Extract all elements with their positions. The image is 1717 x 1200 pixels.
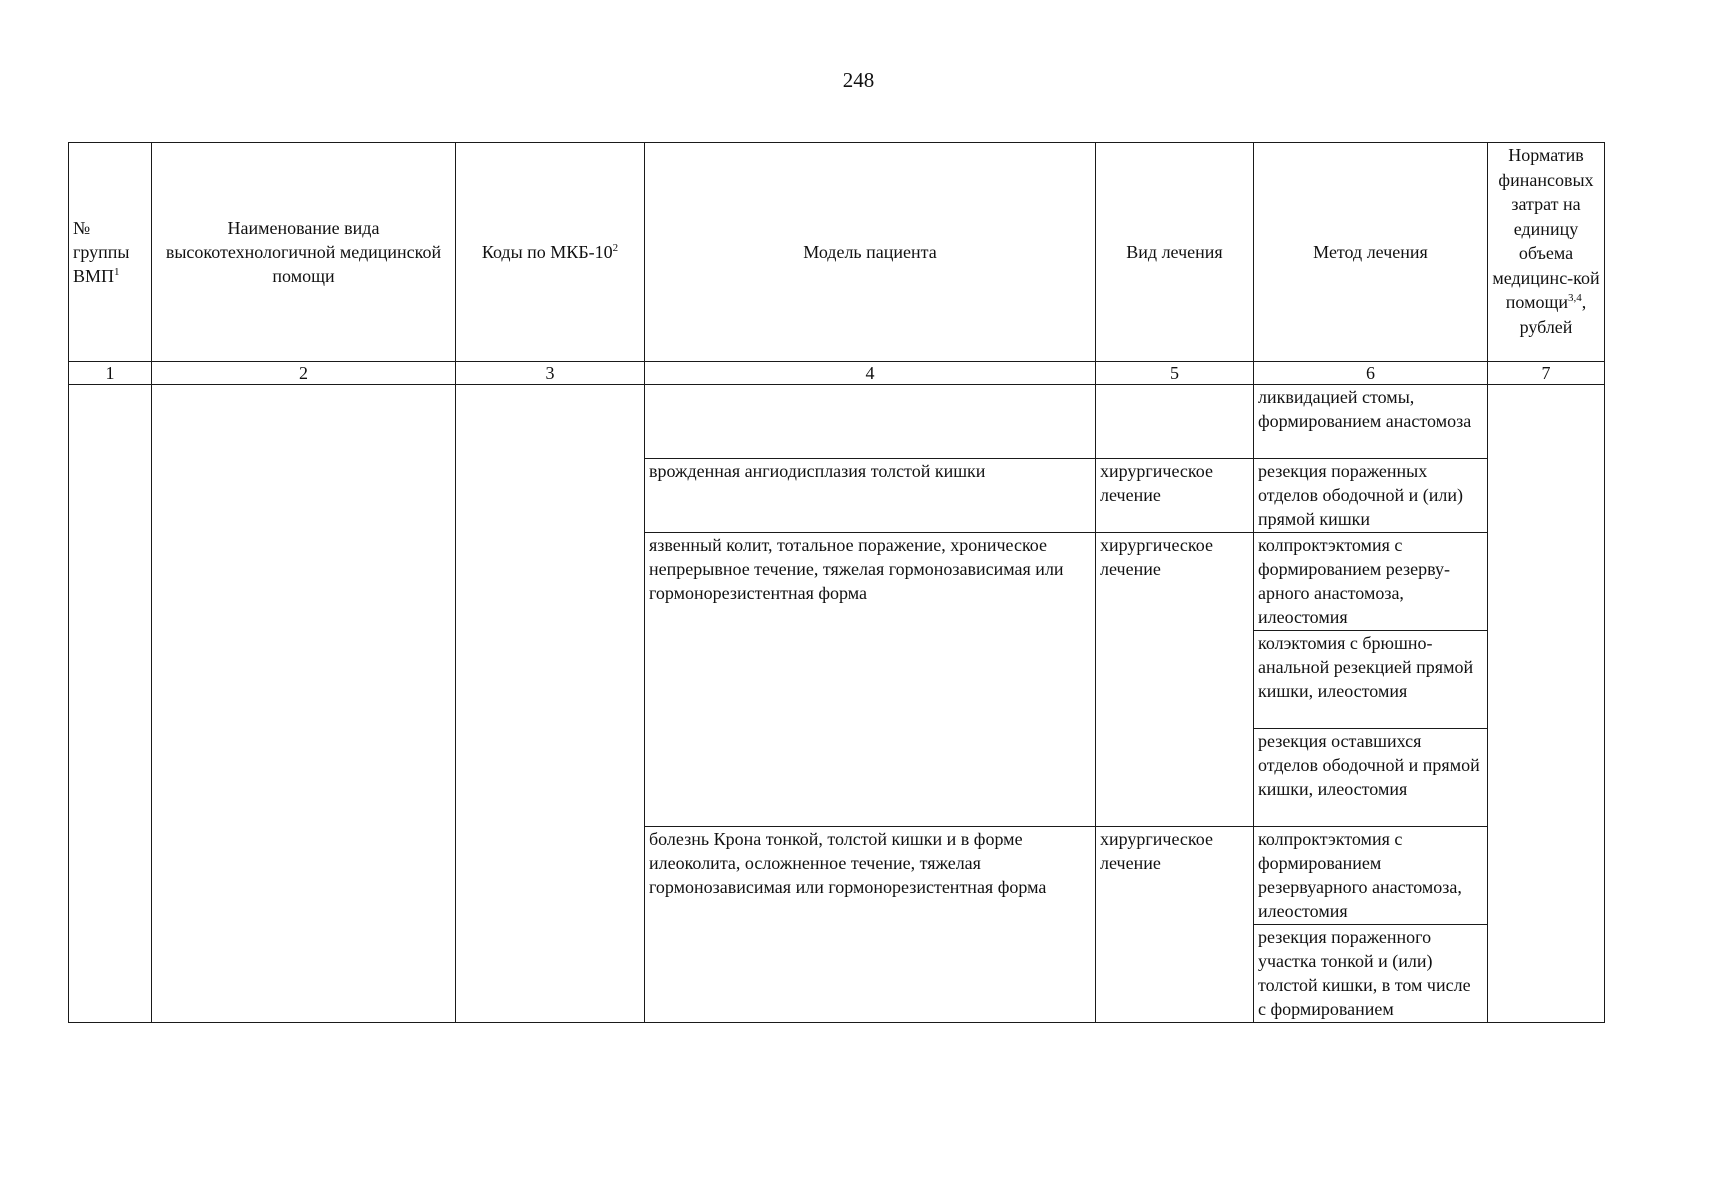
column-number-row [69, 362, 1605, 385]
treatment-method-cell: резекция пораженных отделов ободочной и (или) прямой кишки [1254, 459, 1488, 533]
cost-norm-cell [1488, 385, 1605, 1023]
group-number-cell [69, 385, 152, 1023]
header-cost-norm: Норматив финансовых затрат на единицу объема медицинс-кой помощи$^{3,4}$, рублей [1488, 143, 1605, 362]
vmp-table [68, 142, 1605, 1023]
column-number: 2 [152, 362, 456, 385]
patient-model-cell: язвенный колит, тотальное поражение, хроническое непрерывное течение, тяжелая гормонозависимая или гормонорезистентная форма [645, 533, 1096, 827]
treatment-type-cell [1096, 385, 1254, 459]
treatment-type-cell: хирургическое лечение [1096, 533, 1254, 827]
table-row [69, 385, 1605, 459]
treatment-method-cell: резекция пораженного участка тонкой и (или) толстой кишки, в том числе с формированием [1254, 925, 1488, 1023]
column-number: 6 [1254, 362, 1488, 385]
header-row [69, 143, 1605, 362]
treatment-method-cell: ликвидацией стомы, формированием анастомоза [1254, 385, 1488, 459]
patient-model-cell [645, 385, 1096, 459]
treatment-type-cell: хирургическое лечение [1096, 827, 1254, 1023]
treatment-method-cell: колпроктэктомия с формированием резервуарного анастомоза, илеостомия [1254, 827, 1488, 925]
header-group-number: № группы ВМП$^1$ [69, 143, 152, 362]
column-number: 7 [1488, 362, 1605, 385]
patient-model-cell: болезнь Крона тонкой, толстой кишки и в форме илеоколита, осложненное течение, тяжелая гормонозависимая или гормонорезистентная форма [645, 827, 1096, 1023]
header-treatment-type: Вид лечения [1096, 143, 1254, 362]
care-type-cell [152, 385, 456, 1023]
header-icd-codes: Коды по МКБ-$10^2$ [456, 143, 645, 362]
icd-codes-cell [456, 385, 645, 1023]
header-patient-model: Модель пациента [645, 143, 1096, 362]
column-number: 5 [1096, 362, 1254, 385]
treatment-method-cell: колпроктэктомия с формированием резерву-арного анастомоза, илеостомия [1254, 533, 1488, 631]
column-number: 4 [645, 362, 1096, 385]
column-number: 1 [69, 362, 152, 385]
column-number: 3 [456, 362, 645, 385]
treatment-type-cell: хирургическое лечение [1096, 459, 1254, 533]
treatment-method-cell: колэктомия с брюшно-анальной резекцией прямой кишки, илеостомия [1254, 631, 1488, 729]
header-treatment-method: Метод лечения [1254, 143, 1488, 362]
header-care-type: Наименование вида высокотехнологичной медицинской помощи [152, 143, 456, 362]
page-number: 248 [842, 68, 875, 92]
treatment-method-cell: резекция оставшихся отделов ободочной и прямой кишки, илеостомия [1254, 729, 1488, 827]
patient-model-cell: врожденная ангиодисплазия толстой кишки [645, 459, 1096, 533]
